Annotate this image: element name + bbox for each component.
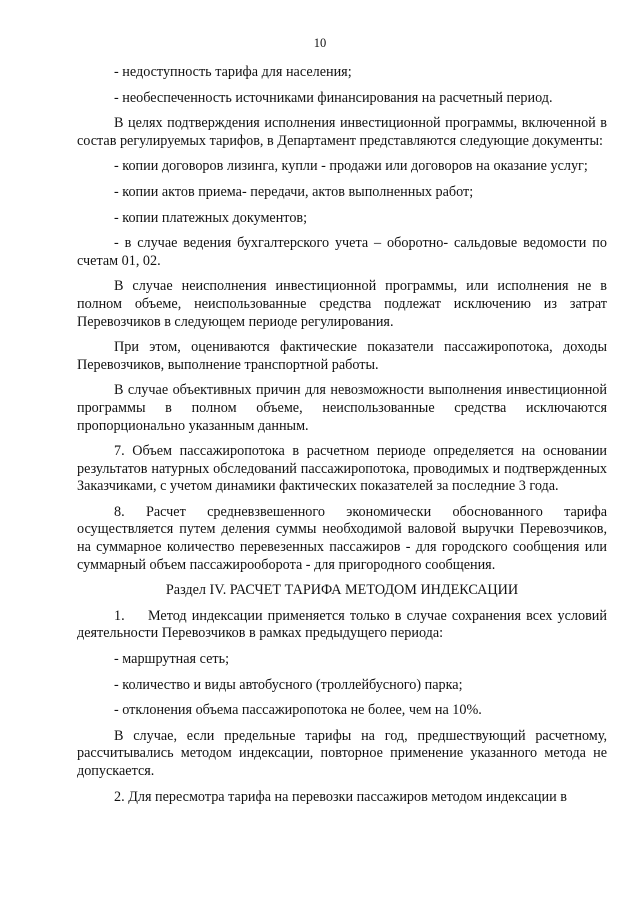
- list-item-deviation: - отклонения объема пассажиропотока не более, чем на 10%.: [114, 702, 482, 719]
- list-item-acts: - копии актов приема- передачи, актов выполненных работ;: [114, 183, 474, 200]
- paragraph-indicators: При этом, оцениваются фактические показатели пассажиропотока, доходы Перевозчиков, выполнение транспортной работы.: [77, 339, 607, 373]
- list-item-accounting: - в случае ведения бухгалтерского учета – оборотно- сальдовые ведомости по счетам 01, 02.: [77, 235, 607, 269]
- item-text: Метод индексации применяется только в случае сохранения всех условий деятельности Перевозчиков в рамках предыдущего периода:: [77, 607, 607, 642]
- item-number: 1.: [114, 607, 125, 624]
- list-item-fleet: - количество и виды автобусного (троллейбусного) парка;: [114, 676, 463, 693]
- paragraph-investment-docs: В целях подтверждения исполнения инвестиционной программы, включенной в состав регулируемых тарифов, в Департамент представляются следующие документы:: [77, 115, 607, 149]
- section-heading: Раздел IV. РАСЧЕТ ТАРИФА МЕТОДОМ ИНДЕКСАЦИИ: [165, 582, 519, 599]
- paragraph-item-8: 8. Расчет средневзвешенного экономически обоснованного тарифа осуществляется путем деления суммы необходимой валовой выручки Перевозчиков, на суммарное количество перевезенных пассажиров - для городского сообщения или суммарный объем пассажирооборота - для пригородного сообщения.: [77, 503, 607, 573]
- list-item-tariff-unavailable: - недоступность тарифа для населения;: [114, 64, 352, 80]
- paragraph-item-7: 7. Объем пассажиропотока в расчетном периоде определяется на основании результатов натурных обследований пассажиропотока, проводимых и подтвержденных Заказчиками, с учетом динамики фактических показателей за последние 3 года.: [77, 443, 607, 495]
- paragraph-indexation-repeat: В случае, если предельные тарифы на год, предшествующий расчетному, рассчитывались методом индексации, повторное применение указанного метода не допускается.: [77, 727, 607, 779]
- paragraph-objective-reasons: В случае объективных причин для невозможности выполнения инвестиционной программы в полном объеме, неиспользованные средства исключаются пропорционально указанным данным.: [77, 382, 607, 434]
- paragraph-nonfulfillment: В случае неисполнения инвестиционной программы, или исполнения не в полном объеме, неиспользованные средства подлежат исключению из затрат Перевозчиков в следующем периоде регулирования.: [77, 278, 607, 330]
- list-item-contracts: - копии договоров лизинга, купли - продажи или договоров на оказание услуг;: [114, 158, 588, 175]
- paragraph-item-1: [77, 608, 607, 643]
- list-item-payment-docs: - копии платежных документов;: [114, 209, 308, 226]
- list-item-route-network: - маршрутная сеть;: [114, 651, 230, 668]
- paragraph-item-2: 2. Для пересмотра тарифа на перевозки пассажиров методом индексации в: [114, 788, 567, 805]
- list-item-no-financing: - необеспеченность источниками финансирования на расчетный период.: [114, 89, 553, 106]
- document-body: [77, 64, 607, 814]
- page-number: 10: [313, 36, 327, 50]
